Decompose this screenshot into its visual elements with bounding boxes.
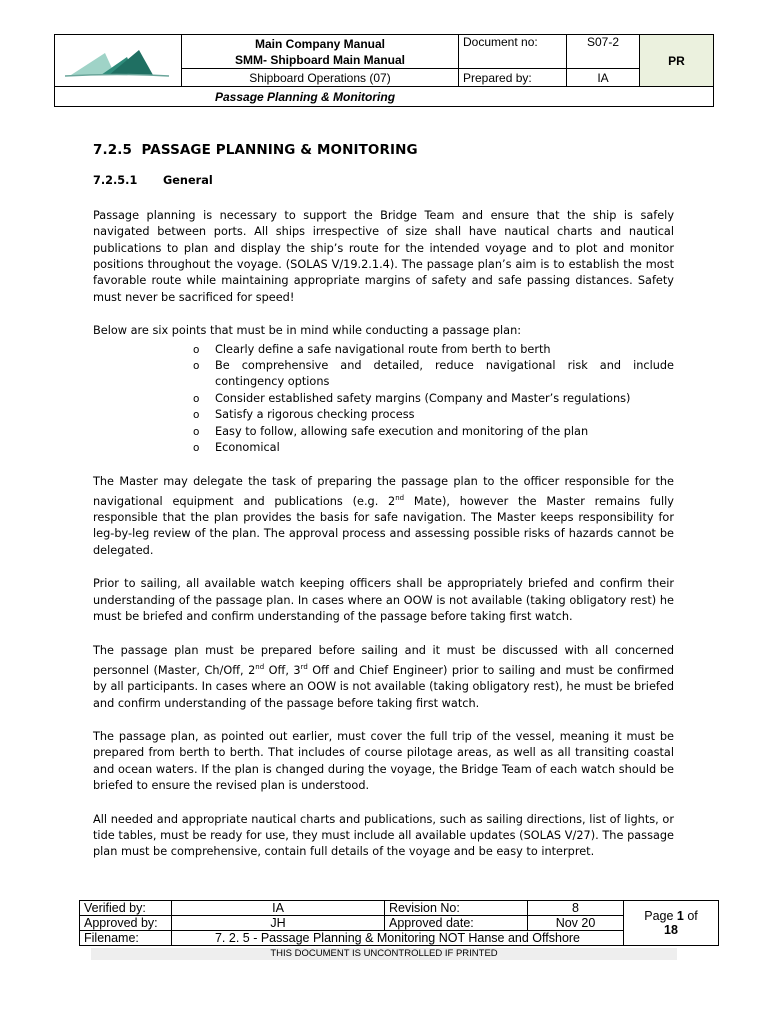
subsection-number: 7.2.5.1	[93, 174, 138, 188]
title-line1: Main Company Manual	[254, 36, 385, 51]
logo-cell	[55, 35, 182, 87]
header-table	[54, 34, 714, 107]
section-number: 7.2.5	[93, 142, 132, 158]
doc-no-label: Document no:	[459, 35, 567, 69]
verified-label: Verified by:	[80, 901, 172, 916]
list-item: o Consider established safety margins (Company and Master’s regulations)	[193, 391, 674, 407]
paragraph-intro: Passage planning is necessary to support the Bridge Team and ensure that the ship is safely navigated between ports. All ships irrespective of size shall have nautical charts and nautical publications to plan and display the ship’s route for the intended voyage and to plot and monitor positions throughout the voyage. (SOLAS V/19.2.1.4). The passage plan’s aim is to establish the most favorable route while maintaining appropriate margins of safety and safe passing distances. Safety must never be sacrificed for speed!	[93, 208, 674, 304]
section-title-cell	[55, 87, 714, 107]
uncontrolled-notice: THIS DOCUMENT IS UNCONTROLLED IF PRINTED	[91, 948, 677, 960]
sails-logo-icon	[57, 44, 179, 78]
subtitle: Shipboard Operations (07)	[182, 69, 459, 87]
approved-label: Approved by:	[80, 916, 172, 931]
subsection-heading	[93, 173, 674, 189]
approved-date-value: Nov 20	[528, 916, 624, 931]
section-title: PASSAGE PLANNING & MONITORING	[141, 142, 418, 158]
list-item: o Be comprehensive and detailed, reduce navigational risk and include contingency options	[193, 358, 674, 391]
doc-no-value: S07-2	[567, 35, 640, 69]
approved-date-label: Approved date:	[385, 916, 528, 931]
page-counter: Page 1 of 18	[624, 901, 719, 946]
paragraph-coverage: The passage plan, as pointed out earlier, must cover the full trip of the vessel, meaning it must be prepared from berth to berth. That includes of course pilotage areas, as well as all transiting coastal and ocean waters. If the plan is changed during the voyage, the Bridge Team of each watch should be briefed to ensure the revised plan is understood.	[93, 729, 674, 793]
paragraph-preparation: The passage plan must be prepared before sailing and it must be discussed with all concerned personnel (Master, Ch/Off, 2nd Off, 3rd Off and Chief Engineer) prior to sailing and must be confirmed by all participants. In cases where an OOW is not available (taking obligatory rest), he must be briefed and confirm understanding of the passage before taking first watch.	[93, 643, 674, 710]
list-item: o Economical	[193, 440, 674, 456]
revision-value: 8	[528, 901, 624, 916]
list-item: o Satisfy a rigorous checking process	[193, 407, 674, 423]
list-item: o Easy to follow, allowing safe execution and monitoring of the plan	[193, 424, 674, 440]
points-intro: Below are six points that must be in mind while conducting a passage plan:	[93, 324, 522, 338]
approved-value: JH	[172, 916, 385, 931]
prepared-by-value: IA	[567, 69, 640, 87]
prepared-by-label: Prepared by:	[459, 69, 567, 87]
header-section-title: Passage Planning & Monitoring	[215, 89, 396, 104]
manual-title	[182, 35, 459, 69]
paragraph-briefing: Prior to sailing, all available watch keeping officers shall be appropriately briefed and confirm their understanding of the passage plan. In cases where an OOW is not available (taking obligatory rest) he must be briefed and confirm understanding of the passage before taking first watch.	[93, 577, 674, 624]
revision-label: Revision No:	[385, 901, 528, 916]
filename-value: 7. 2. 5 - Passage Planning & Monitoring NOT Hanse and Offshore	[172, 931, 624, 946]
footer-table	[79, 900, 719, 946]
document-body	[93, 142, 674, 878]
section-heading	[93, 142, 674, 158]
pr-badge: PR	[640, 35, 714, 87]
title-line2: SMM- Shipboard Main Manual	[235, 52, 405, 67]
paragraph-master-delegation: The Master may delegate the task of preparing the passage plan to the officer responsible for the navigational equipment and publications (e.g. 2nd Mate), however the Master remains fully responsible that the plan provides the basis for safe navigation. The Master keeps responsibility for leg-by-leg review of the plan. The approval process and assessing possible risks of hazards cannot be delegated.	[93, 474, 674, 557]
subsection-title: General	[163, 174, 213, 188]
list-item: o Clearly define a safe navigational route from berth to berth	[193, 342, 674, 358]
points-list	[93, 342, 674, 457]
paragraph-charts: All needed and appropriate nautical charts and publications, such as sailing directions, list of lights, or tide tables, must be ready for use, they must include all available updates (SOLAS V/27). The passage plan must be comprehensive, contain full details of the voyage and be easy to interpret.	[93, 812, 674, 859]
filename-label: Filename:	[80, 931, 172, 946]
verified-value: IA	[172, 901, 385, 916]
